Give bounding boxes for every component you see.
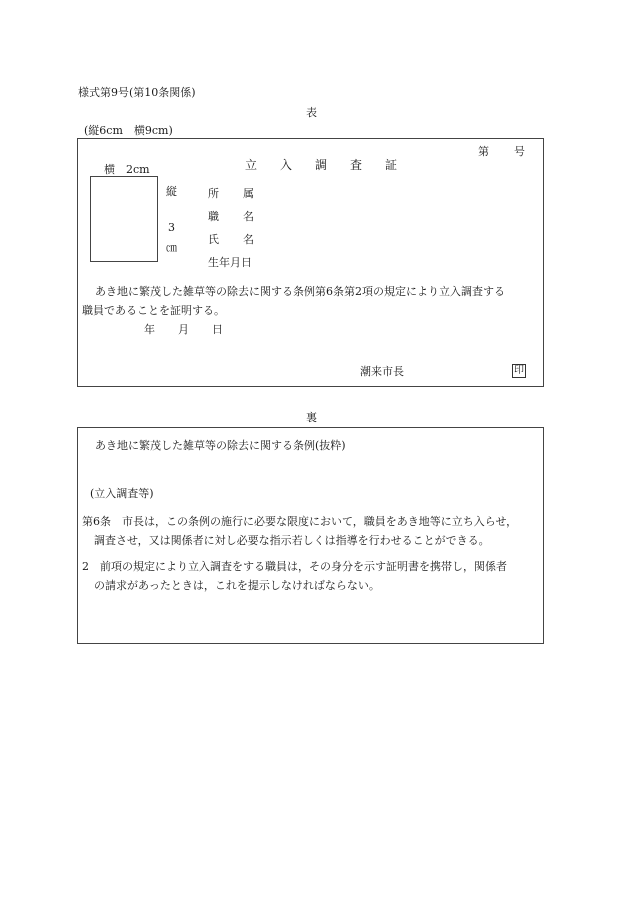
date-year: 年: [144, 323, 155, 336]
article6-line2: 調査させ，又は関係者に対し必要な指示若しくは指導を行わせることができる。: [94, 534, 490, 547]
number-label-right: 号: [514, 145, 525, 158]
field-affiliation-char2: 属: [243, 187, 254, 200]
field-birth-date: 生年月日: [208, 256, 252, 269]
photo-height-char: ㎝: [166, 241, 177, 254]
field-name-char2: 名: [243, 233, 254, 246]
statement-line1: あき地に繁茂した雑草等の除去に関する条例第6条第2項の規定により立入調査する: [95, 285, 505, 298]
field-affiliation-char1: 所: [208, 187, 219, 200]
front-side-label: 表: [306, 106, 317, 119]
size-note: (縦6cm 横9cm): [84, 124, 173, 137]
section-heading: (立入調査等): [90, 487, 154, 500]
photo-height-char: 3: [168, 221, 175, 234]
photo-area: [90, 176, 158, 262]
form-number: 様式第9号(第10条関係): [78, 86, 196, 99]
field-name-char1: 氏: [208, 233, 219, 246]
date-month: 月: [178, 323, 189, 336]
number-label-left: 第: [478, 145, 489, 158]
issuer: 潮来市長: [360, 365, 404, 378]
statement-line2: 職員であることを証明する。: [82, 304, 225, 317]
field-position-char2: 名: [243, 210, 254, 223]
title-char: 調: [315, 158, 328, 172]
seal-stamp: 印: [514, 365, 524, 376]
field-position-char1: 職: [208, 210, 219, 223]
date-day: 日: [212, 323, 223, 336]
title-char: 査: [350, 158, 363, 172]
article6-line1: 第6条 市長は，この条例の施行に必要な限度において，職員をあき地等に立ち入らせ，: [82, 515, 518, 528]
title-char: 証: [385, 158, 398, 172]
title-char: 立: [245, 158, 258, 172]
paragraph2-line1: 2 前項の規定により立入調査をする職員は，その身分を示す証明書を携帯し，関係者: [82, 560, 507, 573]
photo-height-char: 縦: [166, 185, 177, 198]
photo-width-label: 横 2cm: [104, 163, 150, 176]
ordinance-title: あき地に繁茂した雑草等の除去に関する条例(抜粋): [95, 439, 346, 452]
back-side-label: 裏: [306, 411, 317, 424]
title-char: 入: [280, 158, 293, 172]
paragraph2-line2: の請求があったときは，これを提示しなければならない。: [94, 579, 380, 592]
